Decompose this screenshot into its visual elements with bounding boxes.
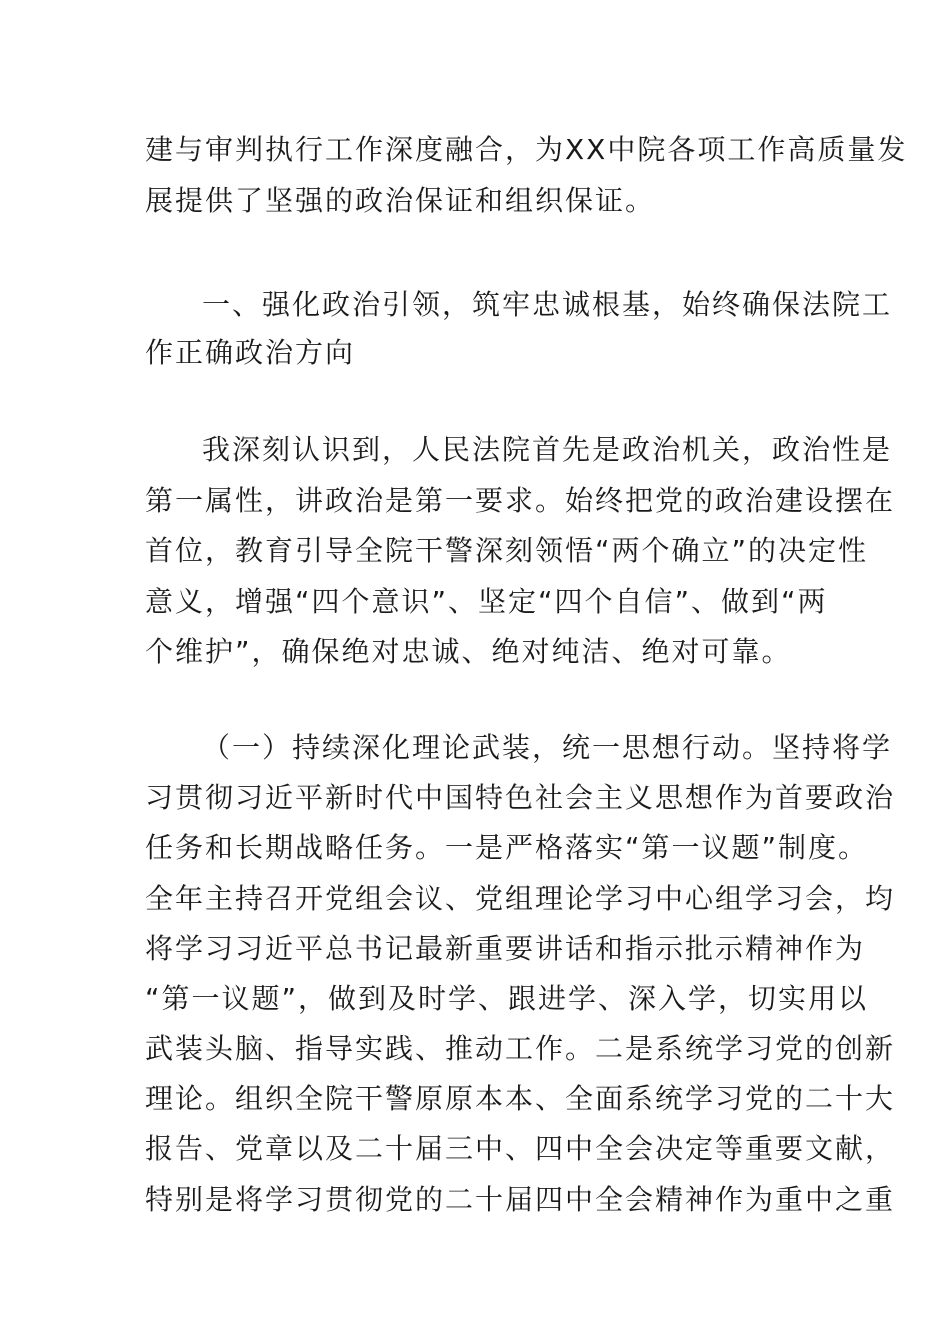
text-line: 任务和长期战略任务。一是严格落实“第一议题”制度。: [145, 831, 869, 864]
text-line: 意义，增强“四个意识”、坚定“四个自信”、做到“两: [145, 585, 828, 618]
text-line: 理论。组织全院干警原原本本、全面系统学习党的二十大: [145, 1082, 896, 1115]
text-line: 武装头脑、指导实践、推动工作。二是系统学习党的创新: [145, 1032, 896, 1065]
text-line: 特别是将学习贯彻党的二十届四中全会精神作为重中之重: [145, 1183, 896, 1216]
text-line: “第一议题”，做到及时学、跟进学、深入学，切实用以: [145, 982, 869, 1015]
text-line: 建与审判执行工作深度融合，为XX中院各项工作高质量发: [145, 133, 908, 166]
section-heading: 一、强化政治引领，筑牢忠诚根基，始终确保法院工: [202, 288, 893, 321]
text-line: 个维护”，确保绝对忠诚、绝对纯洁、绝对可靠。: [145, 635, 792, 668]
section-heading: 作正确政治方向: [145, 336, 356, 369]
text-line: 展提供了坚强的政治保证和组织保证。: [145, 184, 656, 217]
text-line: 全年主持召开党组会议、党组理论学习中心组学习会，均: [145, 882, 896, 915]
text-line: 第一属性，讲政治是第一要求。始终把党的政治建设摆在: [145, 484, 896, 517]
text-line: 习贯彻习近平新时代中国特色社会主义思想作为首要政治: [145, 781, 896, 814]
text-line: 首位，教育引导全院干警深刻领悟“两个确立”的决定性: [145, 534, 869, 567]
text-line: 我深刻认识到，人民法院首先是政治机关，政治性是: [202, 433, 893, 466]
text-line: 报告、党章以及二十届三中、四中全会决定等重要文献，: [145, 1132, 896, 1165]
subsection-heading: （一）持续深化理论武装，统一思想行动。坚持将学: [202, 731, 893, 764]
text-line: 将学习习近平总书记最新重要讲话和指示批示精神作为: [145, 932, 866, 965]
